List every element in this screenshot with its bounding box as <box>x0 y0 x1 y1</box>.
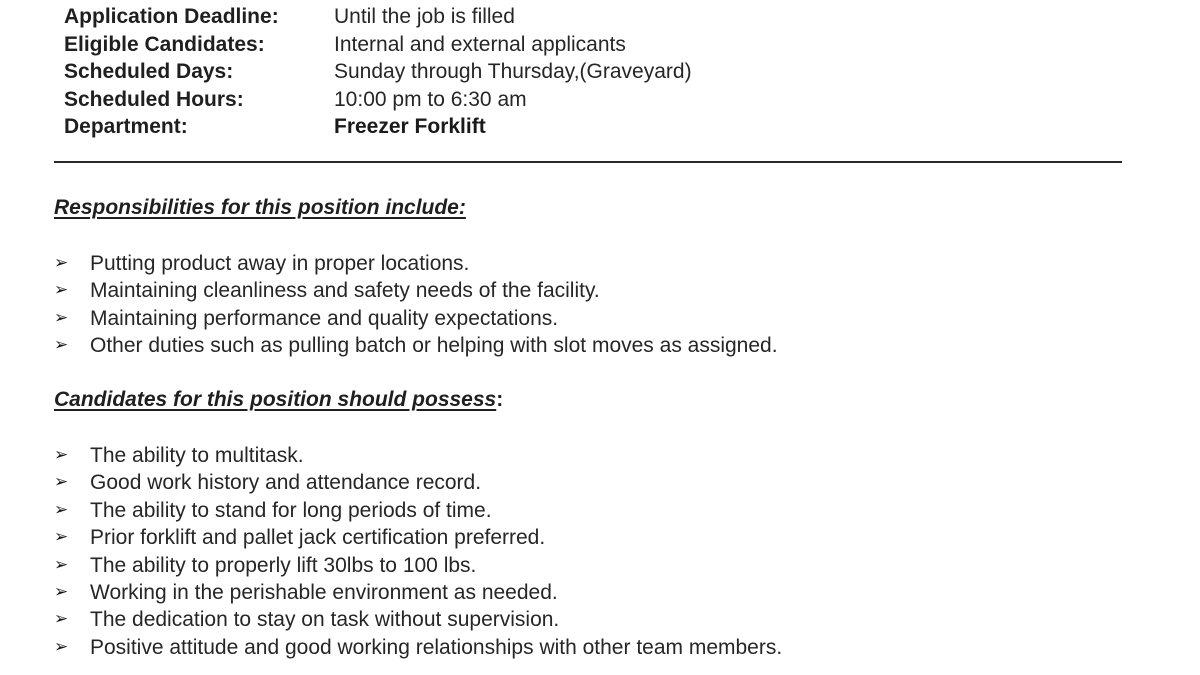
list-item-text: Putting product away in proper locations. <box>90 252 470 275</box>
list-item-text: Other duties such as pulling batch or helping with slot moves as assigned. <box>90 334 778 358</box>
arrow-bullet-icon: ➢ <box>54 253 69 273</box>
candidates-heading <box>54 388 503 412</box>
detail-value: 10:00 pm to 6:30 am <box>334 87 527 111</box>
responsibilities-list <box>54 250 778 360</box>
detail-row-deadline <box>64 3 1064 31</box>
list-item <box>54 305 778 332</box>
list-item-text: The ability to properly lift 30lbs to 100 lbs. <box>90 553 477 577</box>
list-item-text: Positive attitude and good working relationships with other team members. <box>90 635 783 659</box>
arrow-bullet-icon: ➢ <box>54 499 69 520</box>
list-item <box>54 524 782 551</box>
detail-label: Scheduled Days: <box>64 60 234 83</box>
horizontal-divider <box>54 161 1122 163</box>
arrow-bullet-icon: ➢ <box>54 609 69 630</box>
arrow-bullet-icon: ➢ <box>54 335 69 356</box>
detail-row-hours <box>64 86 1064 114</box>
list-item <box>54 552 782 579</box>
detail-row-eligible <box>64 31 1064 59</box>
arrow-bullet-icon: ➢ <box>54 280 69 301</box>
detail-value: Sunday through Thursday,(Graveyard) <box>334 60 692 83</box>
list-item-text: Maintaining cleanliness and safety needs of the facility. <box>90 279 600 303</box>
arrow-bullet-icon: ➢ <box>54 554 69 575</box>
candidates-heading-colon: : <box>496 388 504 411</box>
responsibilities-heading <box>54 196 466 220</box>
list-item-text: Good work history and attendance record. <box>90 471 482 495</box>
list-item-text: Prior forklift and pallet jack certification preferred. <box>90 526 546 550</box>
list-item <box>54 250 778 277</box>
detail-row-days <box>64 58 1064 86</box>
list-item <box>54 469 782 496</box>
list-item-text: Maintaining performance and quality expectations. <box>90 306 559 330</box>
detail-label: Eligible Candidates: <box>64 32 265 56</box>
arrow-bullet-icon: ➢ <box>54 307 69 328</box>
list-item <box>54 606 782 633</box>
detail-value: Freezer Forklift <box>334 115 486 138</box>
list-item <box>54 442 782 469</box>
list-item-text: Working in the perishable environment as needed. <box>90 580 558 604</box>
list-item <box>54 332 778 359</box>
list-item-text: The ability to multitask. <box>90 444 304 467</box>
list-item <box>54 277 778 304</box>
arrow-bullet-icon: ➢ <box>54 527 69 548</box>
list-item-text: The ability to stand for long periods of time. <box>90 498 492 522</box>
arrow-bullet-icon: ➢ <box>54 445 69 465</box>
arrow-bullet-icon: ➢ <box>54 581 69 602</box>
detail-label: Scheduled Hours: <box>64 87 244 111</box>
list-item <box>54 634 782 661</box>
list-item-text: The dedication to stay on task without supervision. <box>90 608 560 632</box>
detail-row-department <box>64 113 1064 141</box>
arrow-bullet-icon: ➢ <box>54 636 69 657</box>
candidates-heading-text: Candidates for this position should possess <box>54 388 497 411</box>
detail-value: Until the job is filled <box>334 5 515 28</box>
detail-label: Application Deadline: <box>64 5 279 28</box>
job-details-table <box>64 3 1064 141</box>
responsibilities-heading-text: Responsibilities for this position include: <box>54 196 466 219</box>
detail-label: Department: <box>64 115 188 138</box>
candidates-list <box>54 442 782 661</box>
detail-value: Internal and external applicants <box>334 32 626 56</box>
list-item <box>54 579 782 606</box>
arrow-bullet-icon: ➢ <box>54 472 69 493</box>
list-item <box>54 497 782 524</box>
